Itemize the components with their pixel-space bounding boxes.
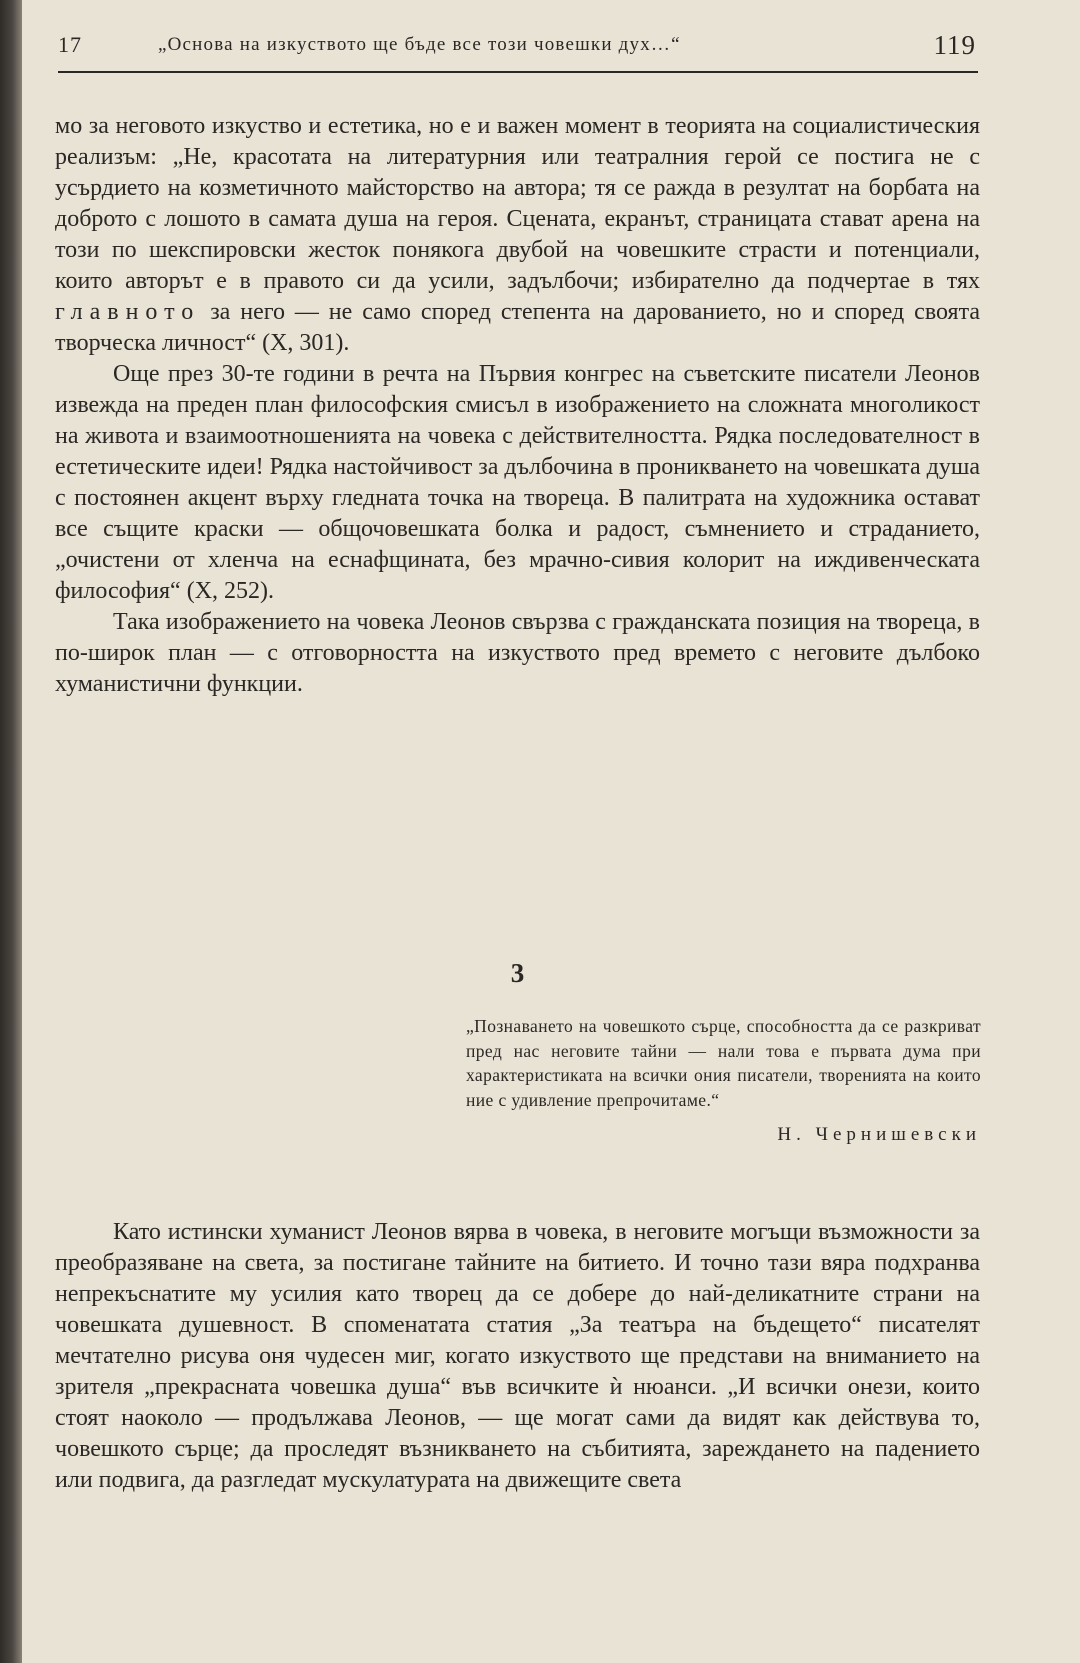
page-number: 119 <box>933 30 976 60</box>
epigraph <box>466 1014 981 1146</box>
main-text-block-2 <box>55 1217 980 1496</box>
paragraph-text: за него — не само според степента на дарованието, но и според своята творческа личност“ (X, 301). <box>55 299 980 356</box>
paragraph-continued <box>55 111 980 359</box>
paragraph: Като истински хуманист Леонов вярва в човека, в неговите могъщи възможности за преобразяване на света, за постигане тайните на битието. И точно тази вяра подхранва непрекъснатите му усилия като творец да се добере до най-деликатните страни на човешката душевност. В споменатата статия „За театъра на бъдещето“ писателят мечтателно рисува оня чудесен миг, когато изкуството ще представи на вниманието на зрителя „прекрасната човешка душа“ във всичките ѝ нюанси. „И всички онези, които стоят наоколо — продължава Леонов, — ще могат сами да видят как действува то, човешкото сърце; да проследят възникването на събитията, зареждането на падението или подвига, да разгледат мускулатурата на движещите света <box>55 1219 980 1493</box>
paragraph: Още през 30-те години в речта на Първия конгрес на съветските писатели Леонов извежда на преден план философския смисъл в изображението на сложната многоликост на живота и взаимоотношенията на човека с действителността. Рядка последователност в естетическите идеи! Рядка настойчивост за дълбочина в проникването на човешката душа с постоянен акцент върху гледната точка на твореца. В палитрата на художника остават все същите краски — общочовешката болка и радост, съмнението и страданието, „очистени от хленча на еснафщината, без мрачно-сивия колорит на иждивенческата философия“ (X, 252). <box>55 361 980 604</box>
main-text-block <box>55 111 980 700</box>
epigraph-quote: „Познаването на човешкото сърце, способността да се разкриват пред нас неговите тайни — нали това е първата дума при характеристиката на всички ония писатели, творенията на които ние с удивление препрочитаме.“ <box>466 1016 981 1110</box>
running-title: „Основа на изкуството ще бъде все този човешки дух…“ <box>158 34 681 55</box>
chapter-number: 3 <box>510 958 525 988</box>
section-number: 17 <box>58 32 82 57</box>
running-header <box>58 30 978 70</box>
emphasized-word: главното <box>55 299 201 325</box>
header-divider <box>58 71 978 73</box>
book-spine-shadow <box>0 0 22 1663</box>
paragraph: Така изображението на човека Леонов свързва с гражданската позиция на твореца, в по-широк план — с отговорността на изкуството пред времето с неговите дълбоко хуманистични функции. <box>55 609 980 697</box>
epigraph-author: Н. Чернишевски <box>777 1124 981 1145</box>
paragraph-text: мо за неговото изкуство и естетика, но е и важен момент в теорията на социалистическия реализъм: „Не, красотата на литературния или театралния герой се постига не с усърдието на козметичното майсторство на автора; тя се ражда в резултат на борбата на доброто с лошото в самата душа на героя. Сцената, екранът, страницата стават арена на този по шекспировски жесток понякога двубой на човешките страсти и потенциали, които авторът е в правото си да усили, задълбочи; избирателно да подчертае в тях <box>55 113 980 294</box>
